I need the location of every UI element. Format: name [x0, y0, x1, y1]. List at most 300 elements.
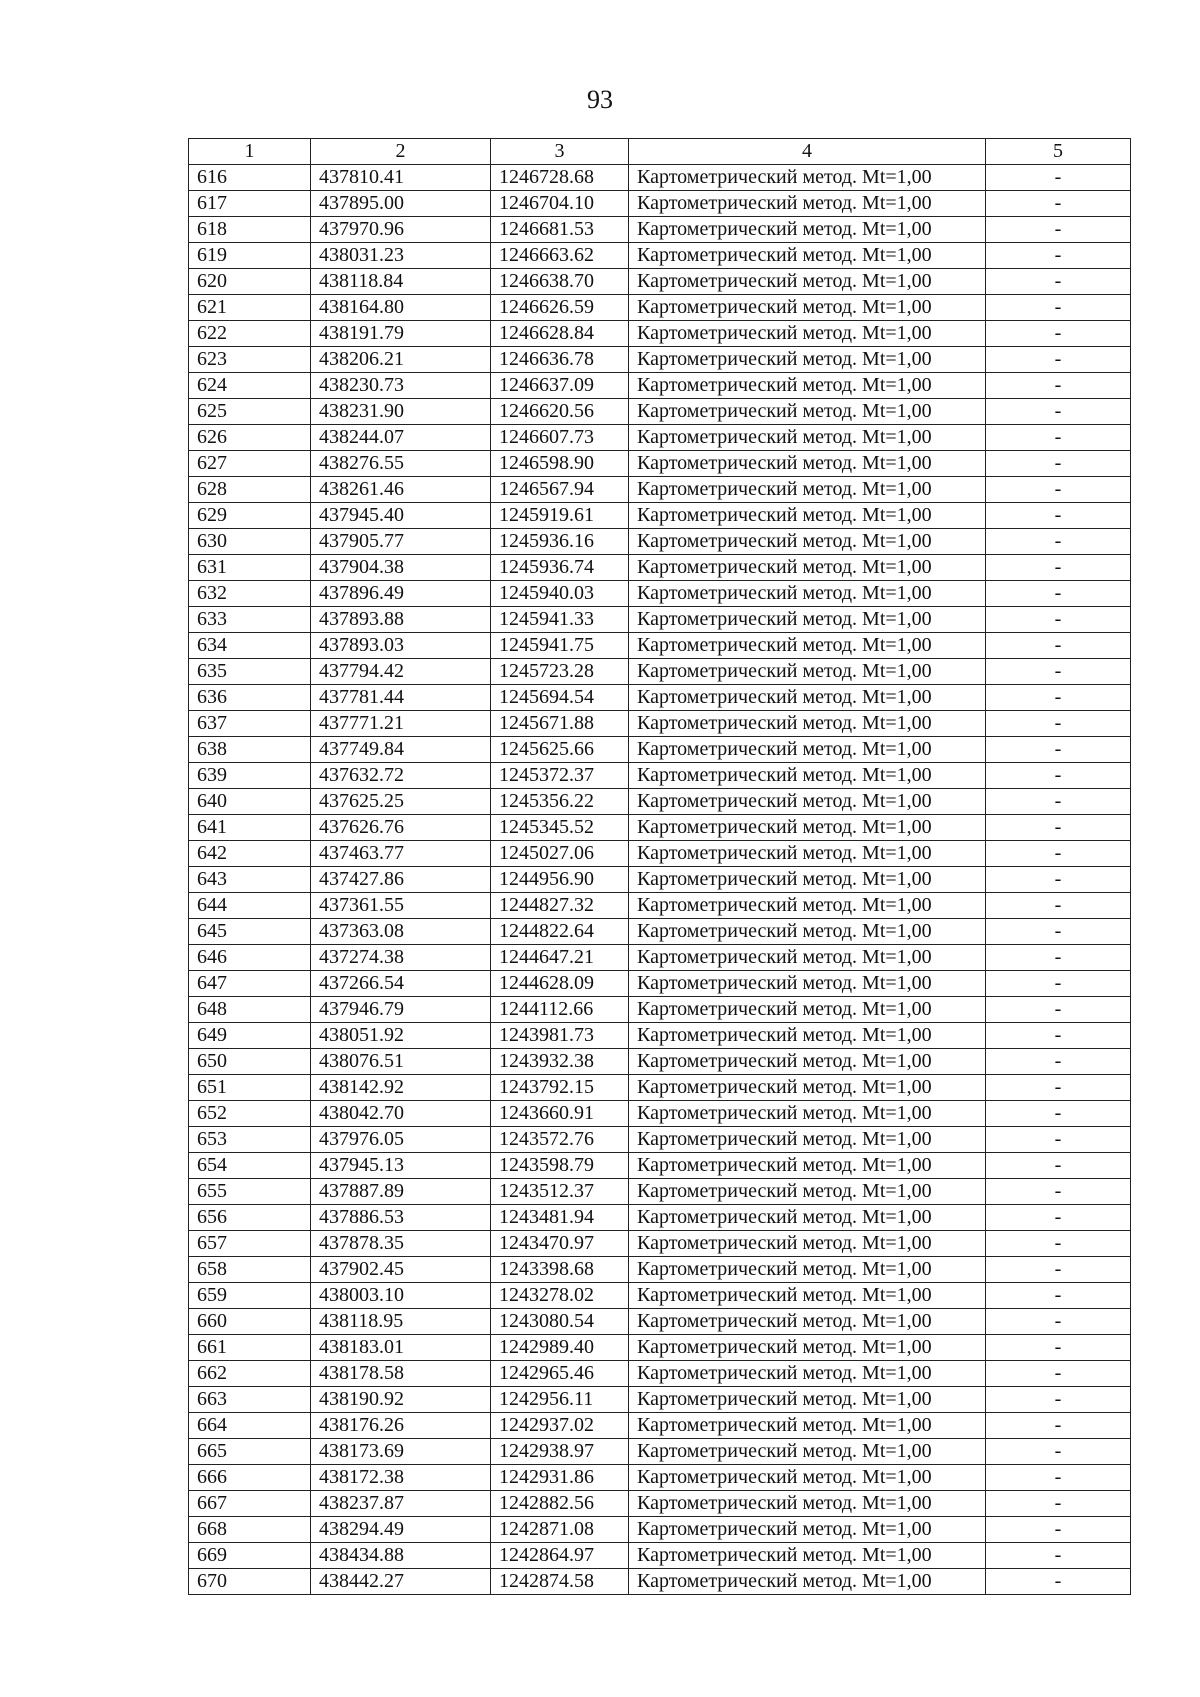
- point-number-cell: 636: [189, 685, 311, 711]
- x-coordinate-cell: 438172.38: [311, 1465, 491, 1491]
- table-row: [189, 1517, 1131, 1543]
- note-cell: -: [986, 1283, 1131, 1309]
- x-coordinate-cell: 438230.73: [311, 373, 491, 399]
- method-cell: Картометрический метод. Mt=1,00: [629, 659, 986, 685]
- table-row: [189, 269, 1131, 295]
- note-cell: -: [986, 399, 1131, 425]
- note-cell: -: [986, 555, 1131, 581]
- note-cell: -: [986, 1257, 1131, 1283]
- y-coordinate-cell: 1246728.68: [491, 165, 629, 191]
- table-row: [189, 971, 1131, 997]
- method-cell: Картометрический метод. Mt=1,00: [629, 191, 986, 217]
- table-row: [189, 763, 1131, 789]
- table-row: [189, 1231, 1131, 1257]
- method-cell: Картометрический метод. Mt=1,00: [629, 1439, 986, 1465]
- point-number-cell: 647: [189, 971, 311, 997]
- note-cell: -: [986, 347, 1131, 373]
- table-row: [189, 1049, 1131, 1075]
- point-number-cell: 660: [189, 1309, 311, 1335]
- x-coordinate-cell: 438244.07: [311, 425, 491, 451]
- point-number-cell: 629: [189, 503, 311, 529]
- y-coordinate-cell: 1246626.59: [491, 295, 629, 321]
- note-cell: -: [986, 1049, 1131, 1075]
- method-cell: Картометрический метод. Mt=1,00: [629, 633, 986, 659]
- table-row: [189, 243, 1131, 269]
- point-number-cell: 645: [189, 919, 311, 945]
- table-row: [189, 1101, 1131, 1127]
- column-header-5: 5: [986, 139, 1131, 165]
- note-cell: -: [986, 867, 1131, 893]
- table-row: [189, 1335, 1131, 1361]
- note-cell: -: [986, 1465, 1131, 1491]
- point-number-cell: 630: [189, 529, 311, 555]
- x-coordinate-cell: 438442.27: [311, 1569, 491, 1595]
- table-row: [189, 295, 1131, 321]
- x-coordinate-cell: 437902.45: [311, 1257, 491, 1283]
- point-number-cell: 658: [189, 1257, 311, 1283]
- y-coordinate-cell: 1246628.84: [491, 321, 629, 347]
- point-number-cell: 619: [189, 243, 311, 269]
- note-cell: -: [986, 711, 1131, 737]
- point-number-cell: 652: [189, 1101, 311, 1127]
- point-number-cell: 664: [189, 1413, 311, 1439]
- y-coordinate-cell: 1242989.40: [491, 1335, 629, 1361]
- point-number-cell: 646: [189, 945, 311, 971]
- point-number-cell: 661: [189, 1335, 311, 1361]
- point-number-cell: 641: [189, 815, 311, 841]
- table-row: [189, 347, 1131, 373]
- coordinates-table: [188, 138, 1131, 1595]
- y-coordinate-cell: 1244822.64: [491, 919, 629, 945]
- x-coordinate-cell: 438051.92: [311, 1023, 491, 1049]
- table-row: [189, 893, 1131, 919]
- x-coordinate-cell: 438191.79: [311, 321, 491, 347]
- note-cell: -: [986, 1491, 1131, 1517]
- method-cell: Картометрический метод. Mt=1,00: [629, 399, 986, 425]
- point-number-cell: 657: [189, 1231, 311, 1257]
- x-coordinate-cell: 437945.13: [311, 1153, 491, 1179]
- table-row: [189, 1205, 1131, 1231]
- x-coordinate-cell: 438076.51: [311, 1049, 491, 1075]
- x-coordinate-cell: 437463.77: [311, 841, 491, 867]
- x-coordinate-cell: 437632.72: [311, 763, 491, 789]
- point-number-cell: 669: [189, 1543, 311, 1569]
- y-coordinate-cell: 1244628.09: [491, 971, 629, 997]
- note-cell: -: [986, 373, 1131, 399]
- method-cell: Картометрический метод. Mt=1,00: [629, 867, 986, 893]
- point-number-cell: 628: [189, 477, 311, 503]
- x-coordinate-cell: 438118.84: [311, 269, 491, 295]
- point-number-cell: 638: [189, 737, 311, 763]
- table-row: [189, 659, 1131, 685]
- table-row: [189, 1309, 1131, 1335]
- y-coordinate-cell: 1246681.53: [491, 217, 629, 243]
- note-cell: -: [986, 1569, 1131, 1595]
- point-number-cell: 655: [189, 1179, 311, 1205]
- point-number-cell: 634: [189, 633, 311, 659]
- y-coordinate-cell: 1243470.97: [491, 1231, 629, 1257]
- method-cell: Картометрический метод. Mt=1,00: [629, 1023, 986, 1049]
- y-coordinate-cell: 1242965.46: [491, 1361, 629, 1387]
- method-cell: Картометрический метод. Mt=1,00: [629, 945, 986, 971]
- table-row: [189, 737, 1131, 763]
- x-coordinate-cell: 437970.96: [311, 217, 491, 243]
- x-coordinate-cell: 437771.21: [311, 711, 491, 737]
- note-cell: -: [986, 321, 1131, 347]
- x-coordinate-cell: 438142.92: [311, 1075, 491, 1101]
- y-coordinate-cell: 1242871.08: [491, 1517, 629, 1543]
- point-number-cell: 616: [189, 165, 311, 191]
- x-coordinate-cell: 437895.00: [311, 191, 491, 217]
- x-coordinate-cell: 437896.49: [311, 581, 491, 607]
- note-cell: -: [986, 997, 1131, 1023]
- page-number: 93: [587, 85, 613, 114]
- method-cell: Картометрический метод. Mt=1,00: [629, 321, 986, 347]
- y-coordinate-cell: 1245919.61: [491, 503, 629, 529]
- x-coordinate-cell: 438276.55: [311, 451, 491, 477]
- method-cell: Картометрический метод. Mt=1,00: [629, 1465, 986, 1491]
- x-coordinate-cell: 438173.69: [311, 1439, 491, 1465]
- method-cell: Картометрический метод. Mt=1,00: [629, 1517, 986, 1543]
- method-cell: Картометрический метод. Mt=1,00: [629, 529, 986, 555]
- method-cell: Картометрический метод. Mt=1,00: [629, 1491, 986, 1517]
- x-coordinate-cell: 437893.03: [311, 633, 491, 659]
- table-row: [189, 321, 1131, 347]
- table-row: [189, 191, 1131, 217]
- y-coordinate-cell: 1246567.94: [491, 477, 629, 503]
- point-number-cell: 649: [189, 1023, 311, 1049]
- note-cell: -: [986, 841, 1131, 867]
- table-row: [189, 555, 1131, 581]
- y-coordinate-cell: 1242938.97: [491, 1439, 629, 1465]
- x-coordinate-cell: 438231.90: [311, 399, 491, 425]
- table-row: [189, 711, 1131, 737]
- y-coordinate-cell: 1243598.79: [491, 1153, 629, 1179]
- table-row: [189, 1361, 1131, 1387]
- note-cell: -: [986, 295, 1131, 321]
- x-coordinate-cell: 437886.53: [311, 1205, 491, 1231]
- column-header-1: 1: [189, 139, 311, 165]
- x-coordinate-cell: 437781.44: [311, 685, 491, 711]
- method-cell: Картометрический метод. Mt=1,00: [629, 711, 986, 737]
- table-row: [189, 867, 1131, 893]
- x-coordinate-cell: 437626.76: [311, 815, 491, 841]
- method-cell: Картометрический метод. Mt=1,00: [629, 451, 986, 477]
- point-number-cell: 665: [189, 1439, 311, 1465]
- y-coordinate-cell: 1243080.54: [491, 1309, 629, 1335]
- x-coordinate-cell: 437427.86: [311, 867, 491, 893]
- point-number-cell: 626: [189, 425, 311, 451]
- note-cell: -: [986, 1179, 1131, 1205]
- x-coordinate-cell: 437878.35: [311, 1231, 491, 1257]
- y-coordinate-cell: 1243981.73: [491, 1023, 629, 1049]
- method-cell: Картометрический метод. Mt=1,00: [629, 581, 986, 607]
- x-coordinate-cell: 437810.41: [311, 165, 491, 191]
- x-coordinate-cell: 438183.01: [311, 1335, 491, 1361]
- point-number-cell: 627: [189, 451, 311, 477]
- point-number-cell: 666: [189, 1465, 311, 1491]
- method-cell: Картометрический метод. Mt=1,00: [629, 555, 986, 581]
- note-cell: -: [986, 1075, 1131, 1101]
- y-coordinate-cell: 1243792.15: [491, 1075, 629, 1101]
- column-header-4: 4: [629, 139, 986, 165]
- point-number-cell: 621: [189, 295, 311, 321]
- x-coordinate-cell: 437361.55: [311, 893, 491, 919]
- method-cell: Картометрический метод. Mt=1,00: [629, 815, 986, 841]
- note-cell: -: [986, 425, 1131, 451]
- table-row: [189, 399, 1131, 425]
- table-row: [189, 789, 1131, 815]
- point-number-cell: 659: [189, 1283, 311, 1309]
- point-number-cell: 663: [189, 1387, 311, 1413]
- y-coordinate-cell: 1245345.52: [491, 815, 629, 841]
- point-number-cell: 624: [189, 373, 311, 399]
- table-row: [189, 1023, 1131, 1049]
- note-cell: -: [986, 971, 1131, 997]
- note-cell: -: [986, 165, 1131, 191]
- table-row: [189, 685, 1131, 711]
- note-cell: -: [986, 1413, 1131, 1439]
- note-cell: -: [986, 1023, 1131, 1049]
- method-cell: Картометрический метод. Mt=1,00: [629, 1309, 986, 1335]
- y-coordinate-cell: 1246637.09: [491, 373, 629, 399]
- point-number-cell: 642: [189, 841, 311, 867]
- x-coordinate-cell: 437905.77: [311, 529, 491, 555]
- note-cell: -: [986, 945, 1131, 971]
- point-number-cell: 625: [189, 399, 311, 425]
- method-cell: Картометрический метод. Mt=1,00: [629, 919, 986, 945]
- note-cell: -: [986, 1127, 1131, 1153]
- table-row: [189, 1153, 1131, 1179]
- note-cell: -: [986, 1101, 1131, 1127]
- y-coordinate-cell: 1242882.56: [491, 1491, 629, 1517]
- point-number-cell: 637: [189, 711, 311, 737]
- x-coordinate-cell: 438031.23: [311, 243, 491, 269]
- method-cell: Картометрический метод. Mt=1,00: [629, 1231, 986, 1257]
- note-cell: -: [986, 763, 1131, 789]
- table-row: [189, 217, 1131, 243]
- x-coordinate-cell: 437266.54: [311, 971, 491, 997]
- note-cell: -: [986, 503, 1131, 529]
- y-coordinate-cell: 1242864.97: [491, 1543, 629, 1569]
- table-row: [189, 1283, 1131, 1309]
- method-cell: Картометрический метод. Mt=1,00: [629, 1153, 986, 1179]
- point-number-cell: 618: [189, 217, 311, 243]
- table-row: [189, 477, 1131, 503]
- note-cell: -: [986, 477, 1131, 503]
- note-cell: -: [986, 737, 1131, 763]
- method-cell: Картометрический метод. Mt=1,00: [629, 1127, 986, 1153]
- table-row: [189, 373, 1131, 399]
- point-number-cell: 639: [189, 763, 311, 789]
- method-cell: Картометрический метод. Mt=1,00: [629, 425, 986, 451]
- method-cell: Картометрический метод. Mt=1,00: [629, 1283, 986, 1309]
- table-row: [189, 1387, 1131, 1413]
- table-row: [189, 451, 1131, 477]
- point-number-cell: 617: [189, 191, 311, 217]
- point-number-cell: 667: [189, 1491, 311, 1517]
- y-coordinate-cell: 1243512.37: [491, 1179, 629, 1205]
- table-row: [189, 425, 1131, 451]
- method-cell: Картометрический метод. Mt=1,00: [629, 1569, 986, 1595]
- y-coordinate-cell: 1245723.28: [491, 659, 629, 685]
- point-number-cell: 653: [189, 1127, 311, 1153]
- x-coordinate-cell: 437749.84: [311, 737, 491, 763]
- table-row: [189, 165, 1131, 191]
- point-number-cell: 662: [189, 1361, 311, 1387]
- y-coordinate-cell: 1246636.78: [491, 347, 629, 373]
- point-number-cell: 622: [189, 321, 311, 347]
- method-cell: Картометрический метод. Mt=1,00: [629, 373, 986, 399]
- y-coordinate-cell: 1243278.02: [491, 1283, 629, 1309]
- x-coordinate-cell: 438042.70: [311, 1101, 491, 1127]
- y-coordinate-cell: 1245625.66: [491, 737, 629, 763]
- table-row: [189, 997, 1131, 1023]
- method-cell: Картометрический метод. Mt=1,00: [629, 1179, 986, 1205]
- method-cell: Картометрический метод. Mt=1,00: [629, 1361, 986, 1387]
- x-coordinate-cell: 437976.05: [311, 1127, 491, 1153]
- y-coordinate-cell: 1245941.33: [491, 607, 629, 633]
- note-cell: -: [986, 1309, 1131, 1335]
- table-row: [189, 841, 1131, 867]
- table-body: [189, 165, 1131, 1595]
- method-cell: Картометрический метод. Mt=1,00: [629, 503, 986, 529]
- column-header-3: 3: [491, 139, 629, 165]
- method-cell: Картометрический метод. Mt=1,00: [629, 243, 986, 269]
- note-cell: -: [986, 893, 1131, 919]
- point-number-cell: 650: [189, 1049, 311, 1075]
- y-coordinate-cell: 1245372.37: [491, 763, 629, 789]
- table-row: [189, 529, 1131, 555]
- x-coordinate-cell: 438237.87: [311, 1491, 491, 1517]
- method-cell: Картометрический метод. Mt=1,00: [629, 997, 986, 1023]
- y-coordinate-cell: 1245027.06: [491, 841, 629, 867]
- note-cell: -: [986, 607, 1131, 633]
- y-coordinate-cell: 1245940.03: [491, 581, 629, 607]
- note-cell: -: [986, 685, 1131, 711]
- table-row: [189, 945, 1131, 971]
- table-row: [189, 607, 1131, 633]
- method-cell: Картометрический метод. Mt=1,00: [629, 1049, 986, 1075]
- note-cell: -: [986, 1439, 1131, 1465]
- method-cell: Картометрический метод. Mt=1,00: [629, 1075, 986, 1101]
- table-row: [189, 1075, 1131, 1101]
- method-cell: Картометрический метод. Mt=1,00: [629, 841, 986, 867]
- method-cell: Картометрический метод. Mt=1,00: [629, 347, 986, 373]
- y-coordinate-cell: 1244827.32: [491, 893, 629, 919]
- method-cell: Картометрический метод. Mt=1,00: [629, 1257, 986, 1283]
- y-coordinate-cell: 1246607.73: [491, 425, 629, 451]
- table-row: [189, 919, 1131, 945]
- y-coordinate-cell: 1245936.16: [491, 529, 629, 555]
- x-coordinate-cell: 437274.38: [311, 945, 491, 971]
- method-cell: Картометрический метод. Mt=1,00: [629, 1543, 986, 1569]
- y-coordinate-cell: 1244956.90: [491, 867, 629, 893]
- method-cell: Картометрический метод. Mt=1,00: [629, 295, 986, 321]
- x-coordinate-cell: 438261.46: [311, 477, 491, 503]
- method-cell: Картометрический метод. Mt=1,00: [629, 789, 986, 815]
- note-cell: -: [986, 243, 1131, 269]
- x-coordinate-cell: 438206.21: [311, 347, 491, 373]
- note-cell: -: [986, 1361, 1131, 1387]
- note-cell: -: [986, 1231, 1131, 1257]
- method-cell: Картометрический метод. Mt=1,00: [629, 607, 986, 633]
- method-cell: Картометрический метод. Mt=1,00: [629, 737, 986, 763]
- y-coordinate-cell: 1244647.21: [491, 945, 629, 971]
- y-coordinate-cell: 1243660.91: [491, 1101, 629, 1127]
- note-cell: -: [986, 269, 1131, 295]
- note-cell: -: [986, 1517, 1131, 1543]
- y-coordinate-cell: 1246620.56: [491, 399, 629, 425]
- method-cell: Картометрический метод. Mt=1,00: [629, 269, 986, 295]
- y-coordinate-cell: 1246663.62: [491, 243, 629, 269]
- method-cell: Картометрический метод. Mt=1,00: [629, 893, 986, 919]
- x-coordinate-cell: 438294.49: [311, 1517, 491, 1543]
- table-row: [189, 1179, 1131, 1205]
- point-number-cell: 633: [189, 607, 311, 633]
- point-number-cell: 632: [189, 581, 311, 607]
- table-row: [189, 1465, 1131, 1491]
- x-coordinate-cell: 437904.38: [311, 555, 491, 581]
- table-row: [189, 503, 1131, 529]
- x-coordinate-cell: 437945.40: [311, 503, 491, 529]
- y-coordinate-cell: 1246598.90: [491, 451, 629, 477]
- point-number-cell: 670: [189, 1569, 311, 1595]
- y-coordinate-cell: 1243481.94: [491, 1205, 629, 1231]
- method-cell: Картометрический метод. Mt=1,00: [629, 165, 986, 191]
- note-cell: -: [986, 789, 1131, 815]
- y-coordinate-cell: 1246638.70: [491, 269, 629, 295]
- note-cell: -: [986, 1387, 1131, 1413]
- y-coordinate-cell: 1243572.76: [491, 1127, 629, 1153]
- table-row: [189, 1491, 1131, 1517]
- note-cell: -: [986, 529, 1131, 555]
- table-row: [189, 815, 1131, 841]
- x-coordinate-cell: 438434.88: [311, 1543, 491, 1569]
- method-cell: Картометрический метод. Mt=1,00: [629, 1101, 986, 1127]
- method-cell: Картометрический метод. Mt=1,00: [629, 1387, 986, 1413]
- table-row: [189, 1413, 1131, 1439]
- note-cell: -: [986, 451, 1131, 477]
- column-header-2: 2: [311, 139, 491, 165]
- x-coordinate-cell: 437363.08: [311, 919, 491, 945]
- point-number-cell: 635: [189, 659, 311, 685]
- y-coordinate-cell: 1245671.88: [491, 711, 629, 737]
- note-cell: -: [986, 1543, 1131, 1569]
- y-coordinate-cell: 1242956.11: [491, 1387, 629, 1413]
- method-cell: Картометрический метод. Mt=1,00: [629, 1413, 986, 1439]
- point-number-cell: 640: [189, 789, 311, 815]
- point-number-cell: 656: [189, 1205, 311, 1231]
- x-coordinate-cell: 437625.25: [311, 789, 491, 815]
- x-coordinate-cell: 437887.89: [311, 1179, 491, 1205]
- note-cell: -: [986, 191, 1131, 217]
- table-row: [189, 633, 1131, 659]
- table-row: [189, 1127, 1131, 1153]
- note-cell: -: [986, 1335, 1131, 1361]
- note-cell: -: [986, 659, 1131, 685]
- y-coordinate-cell: 1242937.02: [491, 1413, 629, 1439]
- note-cell: -: [986, 581, 1131, 607]
- note-cell: -: [986, 1153, 1131, 1179]
- x-coordinate-cell: 437946.79: [311, 997, 491, 1023]
- header-row: [189, 139, 1131, 165]
- point-number-cell: 651: [189, 1075, 311, 1101]
- y-coordinate-cell: 1243932.38: [491, 1049, 629, 1075]
- table-row: [189, 1569, 1131, 1595]
- point-number-cell: 644: [189, 893, 311, 919]
- note-cell: -: [986, 919, 1131, 945]
